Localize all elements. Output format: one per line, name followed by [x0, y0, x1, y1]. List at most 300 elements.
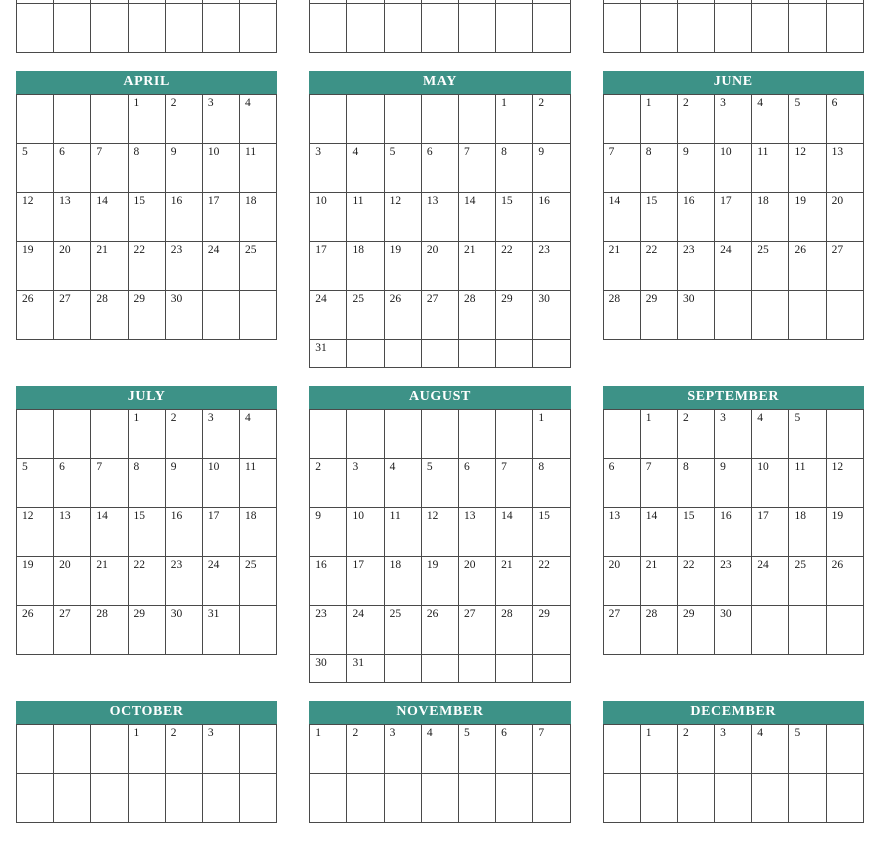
day-cell[interactable]: 11 — [752, 144, 789, 193]
day-cell[interactable] — [603, 95, 640, 144]
day-cell[interactable] — [789, 774, 826, 823]
day-cell[interactable]: 27 — [421, 291, 458, 340]
day-cell[interactable] — [789, 291, 826, 340]
day-cell[interactable]: 12 — [17, 193, 54, 242]
day-cell[interactable]: 17 — [202, 193, 239, 242]
day-cell[interactable]: 6 — [826, 95, 863, 144]
day-cell[interactable]: 16 — [165, 193, 202, 242]
day-cell[interactable] — [310, 4, 347, 53]
day-cell[interactable] — [421, 340, 458, 368]
day-cell[interactable]: 26 — [17, 606, 54, 655]
day-cell[interactable]: 28 — [496, 606, 533, 655]
day-cell[interactable]: 8 — [640, 144, 677, 193]
day-cell[interactable]: 3 — [202, 725, 239, 774]
day-cell[interactable] — [384, 95, 421, 144]
day-cell[interactable]: 10 — [202, 459, 239, 508]
day-cell[interactable] — [533, 340, 570, 368]
day-cell[interactable]: 10 — [202, 144, 239, 193]
day-cell[interactable] — [603, 4, 640, 53]
day-cell[interactable]: 6 — [421, 144, 458, 193]
day-cell[interactable]: 24 — [715, 242, 752, 291]
day-cell[interactable] — [458, 95, 495, 144]
day-cell[interactable]: 12 — [384, 193, 421, 242]
day-cell[interactable] — [128, 4, 165, 53]
day-cell[interactable] — [202, 291, 239, 340]
day-cell[interactable]: 7 — [496, 459, 533, 508]
day-cell[interactable] — [826, 291, 863, 340]
day-cell[interactable]: 30 — [715, 606, 752, 655]
day-cell[interactable]: 30 — [165, 606, 202, 655]
day-cell[interactable]: 5 — [17, 459, 54, 508]
day-cell[interactable]: 16 — [677, 193, 714, 242]
day-cell[interactable] — [165, 4, 202, 53]
day-cell[interactable]: 21 — [91, 557, 128, 606]
day-cell[interactable]: 7 — [603, 144, 640, 193]
day-cell[interactable]: 6 — [458, 459, 495, 508]
day-cell[interactable]: 3 — [310, 144, 347, 193]
day-cell[interactable]: 14 — [458, 193, 495, 242]
day-cell[interactable]: 3 — [715, 95, 752, 144]
day-cell[interactable]: 11 — [347, 193, 384, 242]
day-cell[interactable] — [347, 340, 384, 368]
day-cell[interactable] — [421, 410, 458, 459]
week-row — [603, 410, 863, 459]
day-cell[interactable]: 5 — [789, 95, 826, 144]
day-cell[interactable]: 1 — [128, 410, 165, 459]
day-cell[interactable]: 3 — [384, 725, 421, 774]
day-cell[interactable] — [421, 95, 458, 144]
day-cell[interactable] — [752, 291, 789, 340]
day-cell[interactable]: 22 — [128, 557, 165, 606]
day-cell[interactable]: 27 — [458, 606, 495, 655]
day-cell[interactable] — [715, 4, 752, 53]
day-cell[interactable] — [384, 655, 421, 683]
day-cell[interactable] — [826, 410, 863, 459]
day-cell[interactable]: 23 — [165, 557, 202, 606]
day-cell[interactable] — [240, 291, 277, 340]
day-cell[interactable]: 25 — [384, 606, 421, 655]
day-cell[interactable]: 18 — [384, 557, 421, 606]
day-cell[interactable] — [240, 606, 277, 655]
day-cell[interactable] — [533, 774, 570, 823]
day-cell[interactable]: 27 — [54, 291, 91, 340]
day-cell[interactable] — [310, 410, 347, 459]
day-cell[interactable]: 21 — [640, 557, 677, 606]
week-row — [603, 725, 863, 774]
day-cell[interactable] — [789, 606, 826, 655]
day-cell[interactable] — [752, 774, 789, 823]
day-cell[interactable]: 28 — [603, 291, 640, 340]
day-cell[interactable] — [458, 774, 495, 823]
day-cell[interactable] — [384, 774, 421, 823]
day-cell[interactable]: 22 — [640, 242, 677, 291]
week-row — [17, 557, 277, 606]
day-cell[interactable]: 2 — [677, 410, 714, 459]
day-cell[interactable]: 24 — [202, 557, 239, 606]
day-cell[interactable]: 5 — [789, 410, 826, 459]
month-day-grid — [309, 0, 570, 53]
day-cell[interactable]: 2 — [677, 95, 714, 144]
day-cell[interactable]: 15 — [533, 508, 570, 557]
day-cell[interactable]: 6 — [496, 725, 533, 774]
day-cell[interactable]: 19 — [17, 557, 54, 606]
day-cell[interactable]: 20 — [603, 557, 640, 606]
day-cell[interactable]: 15 — [128, 508, 165, 557]
day-cell[interactable]: 3 — [715, 725, 752, 774]
day-cell[interactable]: 3 — [202, 410, 239, 459]
day-cell[interactable] — [347, 774, 384, 823]
day-cell[interactable] — [347, 410, 384, 459]
day-cell[interactable]: 2 — [310, 459, 347, 508]
day-cell[interactable] — [17, 774, 54, 823]
day-cell[interactable]: 26 — [17, 291, 54, 340]
day-cell[interactable]: 20 — [54, 557, 91, 606]
day-cell[interactable]: 2 — [165, 725, 202, 774]
day-cell[interactable] — [17, 95, 54, 144]
day-cell[interactable]: 8 — [677, 459, 714, 508]
day-cell[interactable]: 8 — [533, 459, 570, 508]
day-cell[interactable]: 13 — [54, 508, 91, 557]
day-cell[interactable]: 19 — [384, 242, 421, 291]
day-cell[interactable] — [347, 4, 384, 53]
day-cell[interactable]: 11 — [789, 459, 826, 508]
day-cell[interactable]: 11 — [240, 144, 277, 193]
day-cell[interactable]: 21 — [458, 242, 495, 291]
day-cell[interactable]: 12 — [826, 459, 863, 508]
day-cell[interactable]: 25 — [240, 242, 277, 291]
week-row — [603, 606, 863, 655]
day-cell[interactable]: 25 — [240, 557, 277, 606]
day-cell[interactable] — [826, 606, 863, 655]
day-cell[interactable]: 13 — [826, 144, 863, 193]
day-cell[interactable]: 1 — [128, 725, 165, 774]
day-cell[interactable]: 18 — [240, 193, 277, 242]
day-cell[interactable]: 8 — [128, 459, 165, 508]
day-cell[interactable]: 5 — [384, 144, 421, 193]
day-cell[interactable]: 27 — [54, 606, 91, 655]
day-cell[interactable] — [826, 4, 863, 53]
day-cell[interactable]: 4 — [752, 725, 789, 774]
day-cell[interactable]: 24 — [752, 557, 789, 606]
day-cell[interactable]: 20 — [421, 242, 458, 291]
day-cell[interactable]: 5 — [17, 144, 54, 193]
day-cell[interactable]: 6 — [54, 144, 91, 193]
day-cell[interactable]: 30 — [677, 291, 714, 340]
day-cell[interactable] — [384, 340, 421, 368]
day-cell[interactable] — [640, 774, 677, 823]
day-cell[interactable] — [458, 655, 495, 683]
day-cell[interactable]: 16 — [715, 508, 752, 557]
day-cell[interactable]: 5 — [421, 459, 458, 508]
week-row — [603, 508, 863, 557]
day-cell[interactable]: 12 — [17, 508, 54, 557]
day-cell[interactable] — [384, 4, 421, 53]
day-cell[interactable] — [54, 774, 91, 823]
day-cell[interactable]: 14 — [603, 193, 640, 242]
day-cell[interactable]: 16 — [533, 193, 570, 242]
day-cell[interactable]: 26 — [384, 291, 421, 340]
day-cell[interactable]: 23 — [165, 242, 202, 291]
day-cell[interactable]: 20 — [458, 557, 495, 606]
day-cell[interactable] — [240, 725, 277, 774]
day-cell[interactable]: 4 — [752, 95, 789, 144]
day-cell[interactable]: 10 — [752, 459, 789, 508]
day-cell[interactable]: 9 — [310, 508, 347, 557]
day-cell[interactable]: 15 — [677, 508, 714, 557]
day-cell[interactable] — [421, 774, 458, 823]
day-cell[interactable] — [54, 4, 91, 53]
day-cell[interactable]: 23 — [677, 242, 714, 291]
day-cell[interactable] — [91, 725, 128, 774]
day-cell[interactable]: 30 — [165, 291, 202, 340]
day-cell[interactable] — [677, 774, 714, 823]
day-cell[interactable]: 9 — [533, 144, 570, 193]
day-cell[interactable]: 25 — [789, 557, 826, 606]
day-cell[interactable]: 27 — [826, 242, 863, 291]
day-cell[interactable]: 14 — [640, 508, 677, 557]
day-cell[interactable]: 5 — [789, 725, 826, 774]
day-cell[interactable]: 17 — [752, 508, 789, 557]
day-cell[interactable] — [240, 4, 277, 53]
day-cell[interactable] — [826, 725, 863, 774]
day-cell[interactable]: 19 — [17, 242, 54, 291]
day-cell[interactable]: 27 — [603, 606, 640, 655]
day-cell[interactable]: 19 — [789, 193, 826, 242]
day-cell[interactable]: 20 — [826, 193, 863, 242]
day-cell[interactable]: 26 — [789, 242, 826, 291]
day-cell[interactable] — [603, 774, 640, 823]
day-cell[interactable]: 2 — [677, 725, 714, 774]
day-cell[interactable] — [458, 340, 495, 368]
day-cell[interactable]: 28 — [640, 606, 677, 655]
day-cell[interactable]: 30 — [533, 291, 570, 340]
day-cell[interactable]: 4 — [421, 725, 458, 774]
month-block — [293, 701, 586, 841]
day-cell[interactable]: 3 — [202, 95, 239, 144]
day-cell[interactable]: 24 — [347, 606, 384, 655]
day-cell[interactable]: 4 — [240, 410, 277, 459]
day-cell[interactable] — [496, 655, 533, 683]
day-cell[interactable]: 22 — [533, 557, 570, 606]
day-cell[interactable] — [54, 95, 91, 144]
day-cell[interactable]: 26 — [421, 606, 458, 655]
week-row — [17, 508, 277, 557]
day-cell[interactable]: 2 — [533, 95, 570, 144]
day-cell[interactable] — [715, 291, 752, 340]
day-cell[interactable] — [310, 95, 347, 144]
day-cell[interactable]: 15 — [128, 193, 165, 242]
day-cell[interactable] — [17, 410, 54, 459]
day-cell[interactable]: 1 — [496, 95, 533, 144]
day-cell[interactable]: 31 — [202, 606, 239, 655]
day-cell[interactable]: 31 — [310, 340, 347, 368]
day-cell[interactable] — [54, 410, 91, 459]
day-cell[interactable] — [165, 774, 202, 823]
day-cell[interactable]: 22 — [677, 557, 714, 606]
day-cell[interactable]: 29 — [128, 606, 165, 655]
day-cell[interactable]: 10 — [310, 193, 347, 242]
day-cell[interactable]: 2 — [165, 410, 202, 459]
day-cell[interactable]: 3 — [347, 459, 384, 508]
day-cell[interactable]: 19 — [826, 508, 863, 557]
day-cell[interactable]: 16 — [165, 508, 202, 557]
day-cell[interactable]: 28 — [91, 606, 128, 655]
day-cell[interactable]: 19 — [421, 557, 458, 606]
day-cell[interactable] — [128, 774, 165, 823]
day-cell[interactable]: 1 — [640, 95, 677, 144]
day-cell[interactable]: 3 — [715, 410, 752, 459]
day-cell[interactable] — [91, 95, 128, 144]
day-cell[interactable] — [715, 774, 752, 823]
day-cell[interactable] — [496, 4, 533, 53]
day-cell[interactable]: 31 — [347, 655, 384, 683]
day-cell[interactable]: 12 — [789, 144, 826, 193]
day-cell[interactable]: 23 — [533, 242, 570, 291]
day-cell[interactable]: 21 — [91, 242, 128, 291]
day-cell[interactable] — [384, 410, 421, 459]
day-cell[interactable] — [310, 774, 347, 823]
day-cell[interactable]: 13 — [421, 193, 458, 242]
day-cell[interactable]: 16 — [310, 557, 347, 606]
day-cell[interactable] — [640, 4, 677, 53]
day-cell[interactable]: 24 — [310, 291, 347, 340]
day-cell[interactable]: 15 — [640, 193, 677, 242]
day-cell[interactable]: 25 — [752, 242, 789, 291]
day-cell[interactable]: 18 — [752, 193, 789, 242]
day-cell[interactable]: 17 — [715, 193, 752, 242]
day-cell[interactable] — [91, 4, 128, 53]
month-title: MAY — [309, 71, 570, 94]
day-cell[interactable]: 4 — [384, 459, 421, 508]
day-cell[interactable] — [752, 606, 789, 655]
day-cell[interactable]: 28 — [458, 291, 495, 340]
day-cell[interactable]: 18 — [240, 508, 277, 557]
day-cell[interactable]: 29 — [677, 606, 714, 655]
day-cell[interactable]: 29 — [533, 606, 570, 655]
day-cell[interactable] — [496, 774, 533, 823]
day-cell[interactable]: 7 — [458, 144, 495, 193]
day-cell[interactable]: 10 — [347, 508, 384, 557]
day-cell[interactable] — [752, 4, 789, 53]
day-cell[interactable] — [533, 4, 570, 53]
month-day-grid — [16, 0, 277, 53]
day-cell[interactable]: 26 — [826, 557, 863, 606]
day-cell[interactable] — [202, 774, 239, 823]
day-cell[interactable]: 18 — [789, 508, 826, 557]
day-cell[interactable]: 5 — [458, 725, 495, 774]
day-cell[interactable]: 1 — [128, 95, 165, 144]
day-cell[interactable]: 6 — [54, 459, 91, 508]
day-cell[interactable]: 9 — [715, 459, 752, 508]
day-cell[interactable] — [496, 410, 533, 459]
day-cell[interactable]: 28 — [91, 291, 128, 340]
day-cell[interactable]: 10 — [715, 144, 752, 193]
day-cell[interactable]: 13 — [603, 508, 640, 557]
day-cell[interactable]: 15 — [496, 193, 533, 242]
day-cell[interactable]: 22 — [496, 242, 533, 291]
day-cell[interactable]: 7 — [640, 459, 677, 508]
day-cell[interactable]: 23 — [715, 557, 752, 606]
day-cell[interactable]: 21 — [603, 242, 640, 291]
day-cell[interactable]: 1 — [310, 725, 347, 774]
day-cell[interactable]: 18 — [347, 242, 384, 291]
day-cell[interactable]: 1 — [640, 410, 677, 459]
day-cell[interactable] — [17, 725, 54, 774]
day-cell[interactable]: 6 — [603, 459, 640, 508]
day-cell[interactable] — [240, 774, 277, 823]
day-cell[interactable] — [202, 4, 239, 53]
day-cell[interactable] — [677, 4, 714, 53]
day-cell[interactable] — [91, 774, 128, 823]
day-cell[interactable] — [603, 725, 640, 774]
day-cell[interactable]: 20 — [54, 242, 91, 291]
day-cell[interactable]: 7 — [533, 725, 570, 774]
day-cell[interactable]: 8 — [128, 144, 165, 193]
day-cell[interactable]: 4 — [752, 410, 789, 459]
day-cell[interactable]: 17 — [310, 242, 347, 291]
day-cell[interactable] — [496, 340, 533, 368]
day-cell[interactable]: 4 — [347, 144, 384, 193]
day-cell[interactable]: 14 — [91, 193, 128, 242]
day-cell[interactable]: 29 — [496, 291, 533, 340]
day-cell[interactable]: 21 — [496, 557, 533, 606]
day-cell[interactable]: 9 — [165, 144, 202, 193]
day-cell[interactable]: 9 — [165, 459, 202, 508]
day-cell[interactable] — [17, 4, 54, 53]
day-cell[interactable]: 14 — [91, 508, 128, 557]
day-cell[interactable] — [54, 725, 91, 774]
day-cell[interactable] — [789, 4, 826, 53]
day-cell[interactable] — [533, 655, 570, 683]
day-cell[interactable]: 7 — [91, 144, 128, 193]
week-row — [603, 459, 863, 508]
day-cell[interactable]: 13 — [458, 508, 495, 557]
day-cell[interactable]: 1 — [640, 725, 677, 774]
day-cell[interactable]: 2 — [165, 95, 202, 144]
day-cell[interactable] — [91, 410, 128, 459]
day-cell[interactable]: 2 — [347, 725, 384, 774]
day-cell[interactable]: 1 — [533, 410, 570, 459]
day-cell[interactable]: 4 — [240, 95, 277, 144]
day-cell[interactable]: 12 — [421, 508, 458, 557]
day-cell[interactable]: 30 — [310, 655, 347, 683]
day-cell[interactable]: 29 — [640, 291, 677, 340]
day-cell[interactable]: 9 — [677, 144, 714, 193]
day-cell[interactable] — [347, 95, 384, 144]
day-cell[interactable] — [458, 410, 495, 459]
day-cell[interactable]: 7 — [91, 459, 128, 508]
day-cell[interactable]: 17 — [202, 508, 239, 557]
day-cell[interactable] — [458, 4, 495, 53]
day-cell[interactable]: 22 — [128, 242, 165, 291]
day-cell[interactable]: 11 — [384, 508, 421, 557]
day-cell[interactable]: 25 — [347, 291, 384, 340]
day-cell[interactable]: 13 — [54, 193, 91, 242]
day-cell[interactable] — [826, 774, 863, 823]
day-cell[interactable] — [421, 4, 458, 53]
day-cell[interactable]: 23 — [310, 606, 347, 655]
day-cell[interactable]: 29 — [128, 291, 165, 340]
day-cell[interactable]: 24 — [202, 242, 239, 291]
week-row — [310, 557, 570, 606]
day-cell[interactable]: 8 — [496, 144, 533, 193]
day-cell[interactable]: 14 — [496, 508, 533, 557]
day-cell[interactable] — [421, 655, 458, 683]
day-cell[interactable] — [603, 410, 640, 459]
day-cell[interactable]: 11 — [240, 459, 277, 508]
day-cell[interactable]: 17 — [347, 557, 384, 606]
week-row — [17, 4, 277, 53]
